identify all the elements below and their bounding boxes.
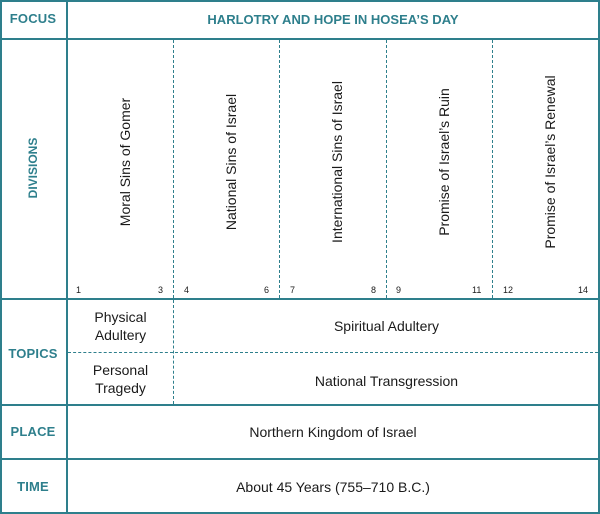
chapter-start: 9: [396, 285, 402, 295]
topic-line: Adultery: [94, 327, 147, 343]
place-row-divider: [0, 458, 600, 460]
time-label: TIME: [17, 479, 49, 494]
topics-separator: [173, 300, 174, 404]
topics-label: TOPICS: [8, 346, 58, 361]
topic-line: Tragedy: [95, 380, 146, 396]
focus-heading: HARLOTRY AND HOPE IN HOSEA’S DAY: [207, 12, 459, 27]
division-separator: [173, 40, 174, 298]
division-separator: [279, 40, 280, 298]
chapter-start: 12: [503, 285, 514, 295]
division-title: Promise of Israel’s Ruin: [436, 88, 452, 236]
place-value: Northern Kingdom of Israel: [249, 424, 417, 440]
topic-line: Physical: [94, 309, 147, 325]
division-separator: [386, 40, 387, 298]
division-title: Promise of Israel’s Renewal: [542, 75, 558, 249]
time-value: About 45 Years (755–710 B.C.): [236, 479, 430, 495]
topics-row-divider: [0, 404, 600, 406]
topic-line: Personal: [92, 362, 149, 378]
division-title: National Sins of Israel: [223, 93, 239, 231]
chapter-end: 11: [472, 285, 482, 295]
topic-personal-tragedy: [68, 361, 173, 397]
place-label: PLACE: [10, 424, 56, 439]
chapter-end: 3: [158, 285, 164, 295]
focus-label: FOCUS: [9, 11, 57, 26]
chapter-end: 14: [578, 285, 589, 295]
chapter-start: 1: [76, 285, 82, 295]
topic-physical-adultery: [68, 308, 173, 344]
chapter-start: 4: [184, 285, 190, 295]
chapter-end: 8: [371, 285, 377, 295]
division-title: Moral Sins of Gomer: [117, 97, 133, 227]
topic-national-transgression: National Transgression: [314, 373, 459, 389]
chapter-end: 6: [264, 285, 270, 295]
topics-row-separator: [175, 352, 598, 353]
topics-row-separator: [68, 352, 173, 353]
chapter-start: 7: [290, 285, 296, 295]
division-title: International Sins of Israel: [329, 81, 345, 243]
divisions-label: DIVISIONS: [26, 137, 40, 199]
divisions-row-divider: [0, 298, 600, 300]
division-separator: [492, 40, 493, 298]
topic-spiritual-adultery: Spiritual Adultery: [333, 318, 440, 334]
